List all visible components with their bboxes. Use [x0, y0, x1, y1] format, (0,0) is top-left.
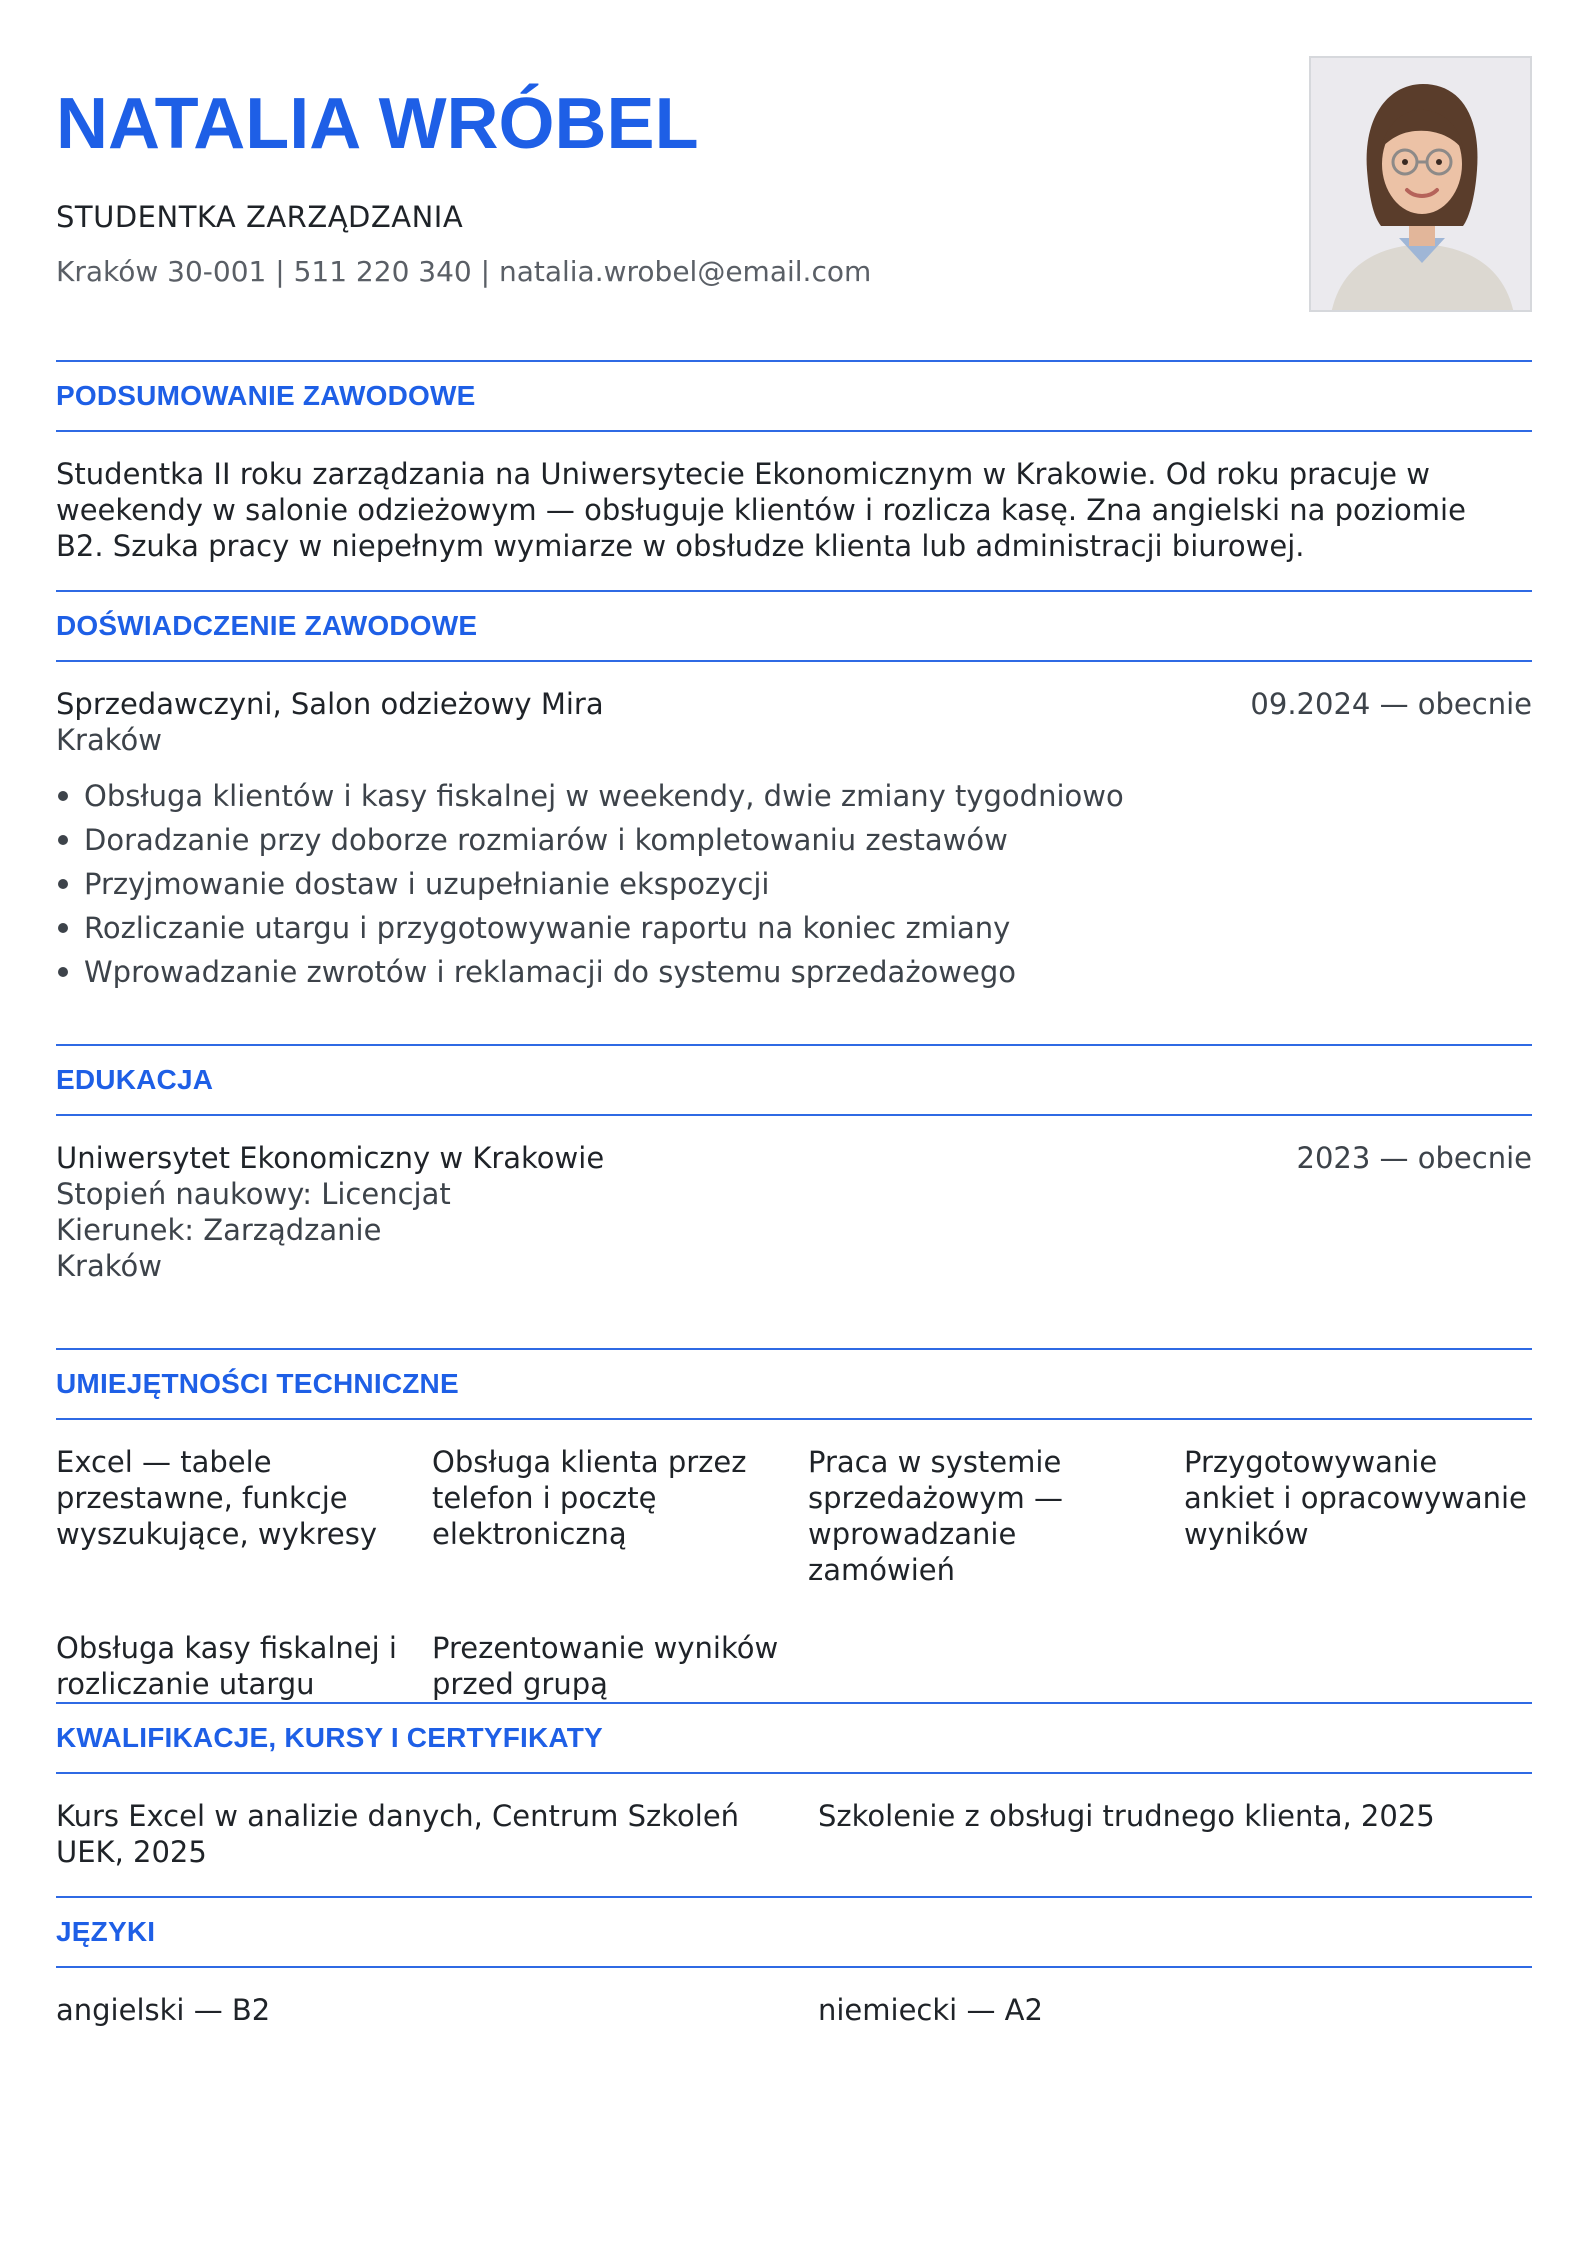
education-section [56, 1044, 1532, 1284]
experience-section [56, 590, 1532, 994]
list-item: Rozliczanie utargu i przygotowywanie raportu na koniec zmiany [56, 906, 1532, 950]
skill-item: Przygotowywanie ankiet i opracowywanie wyników [1184, 1445, 1527, 1551]
experience-heading: DOŚWIADCZENIE ZAWODOWE [56, 610, 478, 641]
summary-section [56, 360, 1532, 564]
education-entry [56, 1140, 1532, 1284]
skill-item: Prezentowanie wyników przed grupą [432, 1631, 779, 1701]
summary-line: Studentka II roku zarządzania na Uniwersytecie Ekonomicznym w Krakowie. Od roku pracuje w [56, 457, 1430, 491]
skill-item: Excel — tabele przestawne, funkcje wyszukujące, wykresy [56, 1445, 377, 1551]
certificates-grid [56, 1798, 1532, 1870]
skill-item: Obsługa klienta przez telefon i pocztę elektroniczną [432, 1445, 747, 1551]
skills-section [56, 1348, 1532, 1702]
skill-item: Obsługa kasy fiskalnej i rozliczanie utargu [56, 1631, 397, 1701]
resume-page [56, 0, 1532, 2246]
skills-heading: UMIEJĘTNOŚCI TECHNICZNE [56, 1368, 459, 1399]
list-item: Obsługa klientów i kasy fiskalnej w weekendy, dwie zmiany tygodniowo [56, 774, 1532, 818]
job-bullets [56, 774, 1532, 994]
education-heading: EDUKACJA [56, 1064, 214, 1095]
job-entry [56, 686, 1532, 994]
profile-photo [1309, 56, 1532, 312]
languages-section [56, 1896, 1532, 2028]
language-item: niemiecki — A2 [818, 1993, 1043, 2027]
certificates-heading: KWALIFIKACJE, KURSY I CERTYFIKATY [56, 1722, 603, 1753]
job-dates: 09.2024 — obecnie [1250, 687, 1532, 721]
list-item: Doradzanie przy doborze rozmiarów i kompletowaniu zestawów [56, 818, 1532, 862]
candidate-role: STUDENTKA ZARZĄDZANIA [56, 200, 464, 234]
summary-heading: PODSUMOWANIE ZAWODOWE [56, 380, 476, 411]
certificate-item: Kurs Excel w analizie danych, Centrum Szkoleń UEK, 2025 [56, 1799, 740, 1869]
languages-heading: JĘZYKI [56, 1916, 156, 1947]
skills-grid [56, 1444, 1532, 1702]
job-location: Kraków [56, 723, 162, 757]
language-item: angielski — B2 [56, 1993, 271, 2027]
summary-line: weekendy w salonie odzieżowym — obsługuje klientów i rozlicza kasę. Zna angielski na poziomie [56, 493, 1466, 527]
languages-grid [56, 1992, 1532, 2028]
skill-item: Praca w systemie sprzedażowym — wprowadzanie zamówień [808, 1445, 1063, 1587]
degree: Stopień naukowy: Licencjat [56, 1177, 451, 1211]
candidate-name: NATALIA WRÓBEL [56, 84, 699, 164]
certificate-item: Szkolenie z obsługi trudnego klienta, 2025 [818, 1799, 1435, 1833]
certificates-section [56, 1702, 1532, 1870]
field-of-study: Kierunek: Zarządzanie [56, 1213, 382, 1247]
summary-text [56, 456, 1532, 564]
contact-line: Kraków 30-001 | 511 220 340 | natalia.wrobel@email.com [56, 255, 872, 288]
education-location: Kraków [56, 1249, 162, 1283]
education-dates: 2023 — obecnie [1296, 1141, 1532, 1175]
list-item: Przyjmowanie dostaw i uzupełnianie ekspozycji [56, 862, 1532, 906]
list-item: Wprowadzanie zwrotów i reklamacji do systemu sprzedażowego [56, 950, 1532, 994]
school-name: Uniwersytet Ekonomiczny w Krakowie [56, 1141, 605, 1175]
job-title: Sprzedawczyni, Salon odzieżowy Mira [56, 687, 604, 721]
summary-line: B2. Szuka pracy w niepełnym wymiarze w obsłudze klienta lub administracji biurowej. [56, 529, 1305, 563]
